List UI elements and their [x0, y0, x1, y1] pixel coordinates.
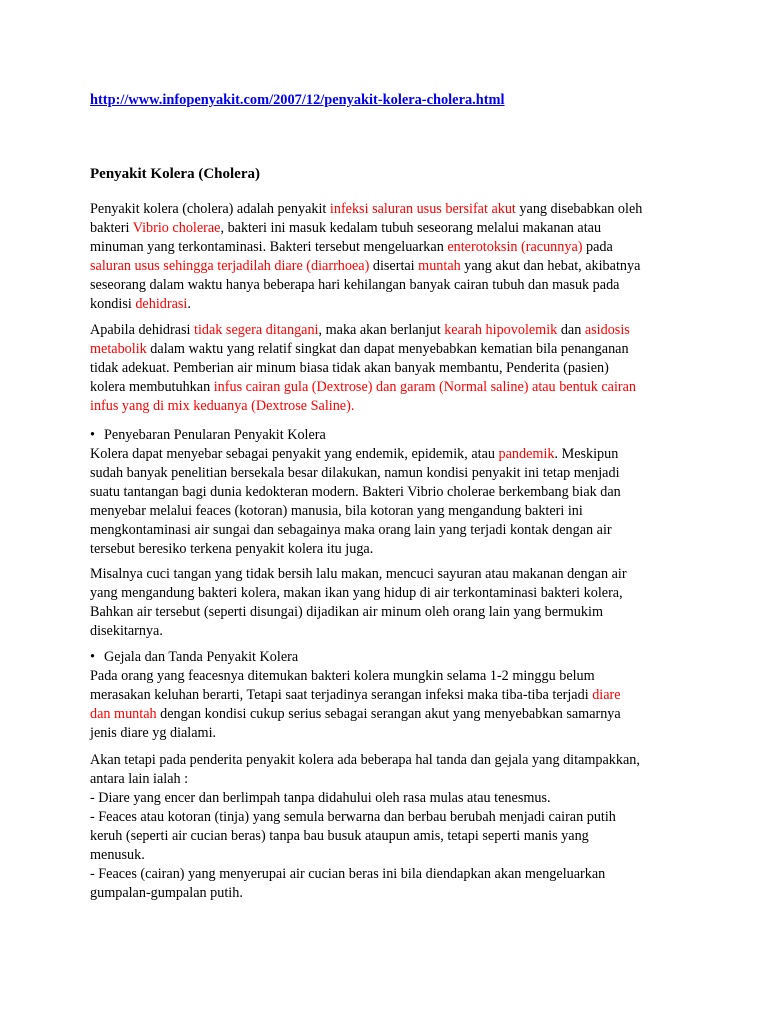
highlight-text: saluran usus sehingga terjadilah diare (diarrhoea): [90, 258, 370, 274]
highlight-text: muntah: [418, 258, 461, 274]
section-heading-text: Gejala dan Tanda Penyakit Kolera: [104, 649, 299, 665]
text-run: .: [187, 296, 191, 312]
text-line: sudah banyak penelitian bersekala besar dilakukan, namun kondisi penyakit ini tetap menjadi: [90, 465, 620, 481]
highlight-text: tidak segera ditangani: [194, 322, 319, 338]
text-line: jenis diare yg dialami.: [90, 725, 217, 741]
highlight-text: infeksi saluran usus bersifat akut: [329, 201, 516, 217]
highlight-text: dan muntah: [90, 706, 157, 722]
highlight-text: pandemik: [498, 446, 555, 462]
section-symptoms: [90, 648, 690, 743]
text-line: seseorang dalam waktu hanya beberapa hari kehilangan banyak cairan tubuh dan masuk pada: [90, 277, 620, 293]
text-line: menyebar melalui feaces (kotoran) manusia, bila kotoran yang mengandung bakteri ini: [90, 503, 583, 519]
text-run: merasakan keluhan berarti, Tetapi saat terjadinya serangan infeksi maka tiba-tiba terjadi: [90, 687, 593, 703]
text-run: Apabila dehidrasi: [90, 322, 195, 338]
highlight-text: enterotoksin (racunnya): [447, 239, 583, 255]
text-run: yang disebabkan oleh: [515, 201, 643, 217]
text-line: Pada orang yang feacesnya ditemukan bakteri kolera mungkin selama 1-2 minggu belum: [90, 668, 595, 684]
section-heading-text: Penyebaran Penularan Penyakit Kolera: [104, 427, 326, 443]
paragraph-signs: [90, 751, 690, 903]
text-line: [90, 705, 690, 724]
paragraph-example: [90, 565, 690, 641]
paragraph-dehydration: [90, 321, 690, 416]
text-line: menusuk.: [90, 847, 145, 863]
text-run: dalam waktu yang relatif singkat dan dapat menyebabkan kematian bila penanganan: [146, 341, 629, 357]
text-line: tidak adekuat. Pemberian air minum biasa tidak akan banyak membantu, Penderita (pasien): [90, 360, 609, 376]
text-line: yang mengandung bakteri kolera, makan ikan yang hidup di air terkontaminasi bakteri kolera,: [90, 585, 623, 601]
text-run: pada: [582, 239, 613, 255]
document-body: [90, 91, 690, 901]
bullet-icon: •: [90, 427, 95, 443]
highlight-text: diare: [592, 687, 621, 703]
text-line: Misalnya cuci tangan yang tidak bersih lalu makan, mencuci sayuran atau makanan dengan air: [90, 566, 627, 582]
text-line: suatu tantangan bagi dunia kedokteran modern. Bakteri Vibrio cholerae berkembang biak dan: [90, 484, 621, 500]
text-run: , maka akan berlanjut: [318, 322, 445, 338]
text-run: Kolera dapat menyebar sebagai penyakit yang endemik, epidemik, atau: [90, 446, 499, 462]
text-line: [90, 238, 690, 257]
highlight-text: asidosis: [584, 322, 630, 338]
highlight-text: kearah hipovolemik: [444, 322, 558, 338]
text-run: kolera membutuhkan: [90, 379, 214, 395]
text-run: . Meskipun: [554, 446, 619, 462]
text-line: Akan tetapi pada penderita penyakit kolera ada beberapa hal tanda dan gejala yang ditampakkan,: [90, 752, 640, 768]
section-heading-symptoms: [90, 648, 690, 667]
text-line: mengkontaminasi air sungai dan sebagainya maka orang lain yang terjadi kontak dengan air: [90, 522, 612, 538]
text-line: [90, 200, 690, 219]
text-line: disekitarnya.: [90, 623, 163, 639]
text-line: antara lain ialah :: [90, 771, 189, 787]
document-title: Penyakit Kolera (Cholera): [90, 166, 260, 182]
text-line: [90, 219, 690, 238]
text-run: disertai: [369, 258, 419, 274]
text-run: yang akut dan hebat, akibatnya: [460, 258, 641, 274]
section-spread: [90, 426, 690, 559]
text-run: kondisi: [90, 296, 136, 312]
text-run: minuman yang terkontaminasi. Bakteri tersebut mengeluarkan: [90, 239, 448, 255]
highlight-text: dehidrasi: [135, 296, 188, 312]
text-line: [90, 445, 690, 464]
source-link-line: [90, 91, 690, 110]
bullet-icon: •: [90, 649, 95, 665]
paragraph-intro: [90, 200, 690, 314]
source-link[interactable]: http://www.infopenyakit.com/2007/12/penyakit-kolera-cholera.html: [90, 92, 505, 108]
text-line: gumpalan-gumpalan putih.: [90, 885, 243, 901]
highlight-text: Vibrio cholerae: [132, 220, 221, 236]
text-run: bakteri: [90, 220, 133, 236]
text-line: keruh (seperti air cucian beras) tanpa bau busuk ataupun amis, tetapi seperti manis yang: [90, 828, 589, 844]
text-line: [90, 295, 690, 314]
text-run: dengan kondisi cukup serius sebagai serangan akut yang menyebabkan samarnya: [156, 706, 621, 722]
highlight-text: infus cairan gula (Dextrose) dan garam (Normal saline) atau bentuk cairan: [213, 379, 637, 395]
text-line: [90, 378, 690, 397]
highlight-text: metabolik: [90, 341, 147, 357]
list-item: - Feaces atau kotoran (tinja) yang semula berwarna dan berbau berubah menjadi cairan putih: [90, 809, 616, 825]
text-line: [90, 321, 690, 340]
section-heading-spread: [90, 426, 690, 445]
text-line: Bahkan air tersebut (seperti disungai) dijadikan air minum oleh orang lain yang bermukim: [90, 604, 603, 620]
text-line: [90, 686, 690, 705]
text-run: dan: [557, 322, 585, 338]
list-item: - Feaces (cairan) yang menyerupai air cucian beras ini bila diendapkan akan mengeluarkan: [90, 866, 606, 882]
list-item: - Diare yang encer dan berlimpah tanpa didahului oleh rasa mulas atau tenesmus.: [90, 790, 551, 806]
text-run: , bakteri ini masuk kedalam tubuh seseorang melalui makanan atau: [220, 220, 602, 236]
highlight-text: infus yang di mix keduanya (Dextrose Saline).: [90, 398, 355, 414]
text-line: [90, 257, 690, 276]
text-line: [90, 340, 690, 359]
text-line: tersebut beresiko terkena penyakit kolera itu juga.: [90, 541, 374, 557]
text-run: Penyakit kolera (cholera) adalah penyakit: [90, 201, 330, 217]
